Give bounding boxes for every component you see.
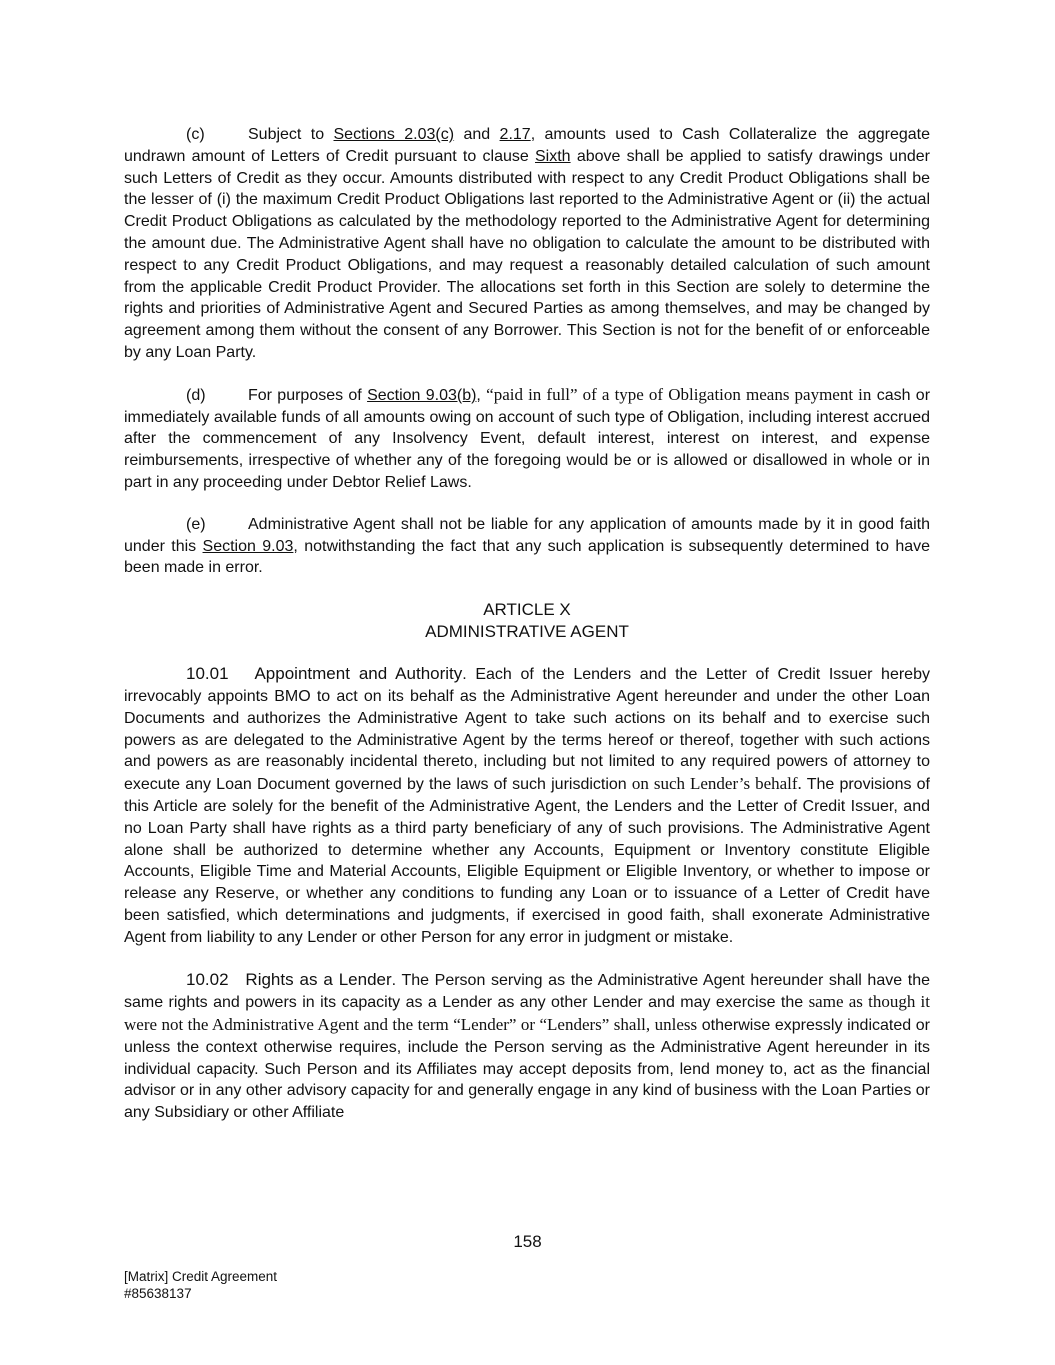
footer-doc-id: #85638137 xyxy=(124,1286,192,1301)
section-10-02 xyxy=(124,969,930,1125)
paragraph-e xyxy=(124,514,930,579)
paragraph-text: on such Lender’s behalf. xyxy=(631,774,802,794)
page-number: 158 xyxy=(513,1232,542,1251)
paragraph-text: and xyxy=(454,126,500,143)
paragraph-text: . Each of the Lenders and the Letter of Credit Issuer hereby irrevocably appoints BMO to act on its behalf as the Administrative Agent hereunder and under the other Loan Documents and authorizes the Administrative Agent to take such actions on its behalf and to exercise such powers as are delegated to the Administrative Agent by the terms hereof or thereof, together with such actions and powers as are reasonably incidental thereto, including but not limited to any required powers of attorney to execute any Loan Document governed by the laws of such jurisdiction xyxy=(124,666,930,794)
paragraph-text: “paid in full” of a type of Obligation means payment in xyxy=(486,384,872,404)
section-number: 10.02 xyxy=(186,969,229,989)
paragraph-label: (d) xyxy=(186,386,206,404)
paragraph-text: , xyxy=(476,386,487,404)
paragraph-text: cash or immediately available funds of all amounts owing on account of such type of Obligation, including interest accrued after the commencement of any Insolvency Event, default interest, interest on interest, and expense reimbursements, irrespective of whether any of the foregoing would be or is allowed or disallowed in whole or in part in any proceeding under Debtor Relief Laws. xyxy=(124,386,931,491)
paragraph-c xyxy=(124,124,930,364)
paragraph-text: otherwise expressly indicated or unless the context otherwise requires, include the Person serving as the Administrative Agent hereunder in its individual capacity. Such Person and its Affiliates may accept deposits from, lend money to, act as the financial advisor or in any other advisory capacity for and generally engage in any kind of business with the Loan Parties or any Subsidiary or other Affiliate xyxy=(124,1017,931,1122)
section-reference: Section 9.03(b) xyxy=(367,386,477,404)
section-reference: Section 9.03 xyxy=(202,537,294,555)
paragraph-text: above shall be applied to satisfy drawings under such Letters of Credit as they occur. Amounts distributed with respect to any Credit Product Obligations shall be the lesser of (i) the maximum Credit Product Obligations last reported to the Administrative Agent or (ii) the actual Credit Product Obligations as calculated by the methodology reported to the Administrative Agent for determining the amount due. The Administrative Agent shall have no obligation to calculate the amount to be distributed with respect to any Credit Product Obligations, and may request a reasonably detailed calculation of such amount from the applicable Credit Product Provider. The allocations set forth in this Section are solely to determine the rights and priorities of Administrative Agent and Secured Parties as among themselves, and may be changed by agreement among them without the consent of any Borrower. This Section is not for the benefit of or enforceable by any Loan Party. xyxy=(124,147,930,361)
paragraph-label: (e) xyxy=(186,515,206,533)
paragraph-text: , notwithstanding the fact that any such application is subsequently determined to have been made in error. xyxy=(124,537,931,577)
article-heading xyxy=(124,599,930,643)
document-body xyxy=(124,124,930,1144)
paragraph-text: . The Person serving as the Administrative Agent hereunder shall have the same rights and powers in its capacity as a Lender as any other Lender and may exercise the xyxy=(124,971,930,1012)
paragraph-text: Administrative Agent shall not be liable for any application of amounts made by it in good faith under this xyxy=(124,515,930,555)
paragraph-text: For purposes of xyxy=(248,386,368,404)
section-caption: Rights as a Lender xyxy=(245,969,392,989)
footer-title: [Matrix] Credit Agreement xyxy=(124,1269,278,1284)
paragraph-text: same as though it were not the Administrative Agent and the term “Lender” or “Lenders” shall, unless xyxy=(124,992,930,1035)
paragraph-text: Subject to xyxy=(248,126,334,143)
paragraph-text: , amounts used to Cash Collateralize the aggregate undrawn amount of Letters of Credit pursuant to clause xyxy=(124,126,930,165)
section-caption: Appointment and Authority xyxy=(254,664,463,684)
paragraph-d xyxy=(124,384,930,494)
section-reference: 2.17 xyxy=(499,126,531,143)
clause-reference: Sixth xyxy=(535,147,571,165)
paragraph-label: (c) xyxy=(186,126,205,143)
paragraph-text: The provisions of this Article are solely for the benefit of the Administrative Agent, the Lenders and the Letter of Credit Issuer, and no Loan Party shall have rights as a third party beneficiary of any of such provisions. The Administrative Agent alone shall be authorized to determine whether any Accounts, Equipment or Inventory constitute Eligible Accounts, Eligible Time and Material Accounts, Eligible Equipment or Eligible Inventory, or whether to impose or release any Reserve, or whether any conditions to funding any Loan or to issuance of a Letter of Credit have been satisfied, which determinations and judgments, if exercised in good faith, shall exonerate Administrative Agent from liability to any Lender or other Person for any error in judgment or mistake. xyxy=(124,776,930,946)
article-title: ADMINISTRATIVE AGENT xyxy=(425,622,629,642)
article-number: ARTICLE X xyxy=(483,600,571,620)
section-reference: Sections 2.03(c) xyxy=(333,126,455,143)
section-number: 10.01 xyxy=(186,664,229,684)
section-10-01 xyxy=(124,663,930,948)
document-footer xyxy=(124,1268,277,1302)
